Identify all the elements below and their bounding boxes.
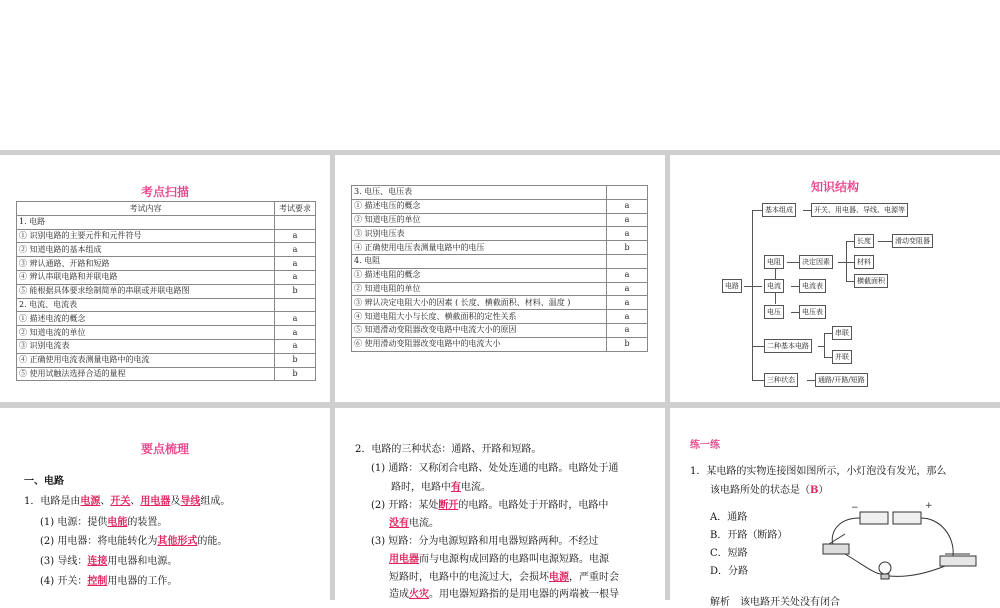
text: 及: [170, 496, 181, 507]
battery-2: [893, 512, 921, 524]
content-cell: ② 知道电流的单位: [17, 326, 275, 340]
requirement-cell: [275, 298, 316, 312]
node-series: 串联: [832, 326, 852, 340]
node-rheostat: 滑动变阻器: [892, 234, 933, 248]
content-cell: ③ 辨认决定电阻大小的因素 ( 长度、横截面积、材料、温度 ): [352, 296, 607, 310]
requirement-cell: b: [275, 353, 316, 367]
text: 。用电器短路指的是用电器的两端被一根导: [429, 589, 619, 600]
requirement-cell: [607, 254, 648, 268]
content-cell: ④ 知道电阻大小与长度、横截面积的定性关系: [352, 310, 607, 324]
slide-circuit-states: [335, 408, 665, 600]
line-2: [40, 513, 167, 528]
table-row: [17, 353, 316, 367]
node-basic: 基本组成: [762, 203, 796, 217]
content-cell: ① 识别电路的主要元件和元件符号: [17, 229, 275, 243]
answer-blank: 开关: [110, 496, 131, 507]
text: 、: [100, 496, 111, 507]
content-cell: ② 知道电路的基本组成: [17, 243, 275, 257]
content-cell: ② 知道电阻的单位: [352, 282, 607, 296]
table-row: [352, 323, 648, 337]
answer-blank: 导线: [180, 496, 201, 507]
text: 电流。: [461, 482, 491, 493]
requirement-cell: a: [607, 199, 648, 213]
table-row: [352, 268, 648, 282]
line-3: [391, 478, 491, 493]
exam-table-2: [351, 185, 648, 352]
requirement-cell: a: [607, 213, 648, 227]
option-d: D．分路: [710, 566, 749, 577]
content-cell: ④ 辨认串联电路和并联电路: [17, 270, 275, 284]
question-line-1: 1．某电路的实物连接图如图所示，小灯泡没有发光，那么: [690, 466, 947, 477]
table-row: [352, 186, 648, 200]
text: 用电器和电源。: [107, 556, 178, 567]
text: 该电路所处的状态是（: [710, 485, 810, 496]
content-cell: 4. 电阻: [352, 254, 607, 268]
text: 、: [130, 496, 141, 507]
node-current: 电流: [764, 279, 784, 293]
content-cell: ② 知道电压的单位: [352, 213, 607, 227]
option-c: C．短路: [710, 548, 748, 559]
requirement-cell: a: [275, 243, 316, 257]
line-6: (3) 短路：分为电源短路和用电器短路两种。不经过: [371, 536, 599, 547]
slide-title: 知识结构: [810, 180, 859, 194]
table-row: [352, 296, 648, 310]
requirement-cell: a: [275, 270, 316, 284]
svg-text:+: +: [925, 501, 933, 511]
text: ）: [818, 485, 829, 496]
requirement-cell: a: [275, 257, 316, 271]
text: 而与电源构成回路的电路叫电源短路。电源: [419, 554, 609, 565]
answer-blank: 用电器: [140, 496, 171, 507]
content-cell: 2. 电流、电流表: [17, 298, 275, 312]
slide-exam-scan-1: [0, 155, 330, 402]
requirement-cell: a: [275, 326, 316, 340]
requirement-cell: b: [607, 241, 648, 255]
battery-1: [860, 512, 888, 524]
table-row: [352, 227, 648, 241]
table-row: [17, 229, 316, 243]
text: 路时，电路中: [391, 482, 451, 493]
exam-table-1: [16, 201, 316, 381]
requirement-cell: a: [607, 310, 648, 324]
text: 短路时，电路中的电流过大，会损坏: [389, 572, 549, 583]
slide-exam-scan-2: [335, 155, 665, 402]
rheostat: [940, 556, 976, 566]
node-circuit: 电路: [722, 279, 742, 293]
svg-text:−: −: [851, 503, 859, 513]
line-8: [389, 568, 619, 583]
col-header-content: 考试内容: [17, 202, 275, 216]
line-5: [40, 572, 177, 587]
col-header-requirement: 考试要求: [275, 202, 316, 216]
node-ammeter: 电流表: [799, 279, 826, 293]
text: (1) 电源：提供: [40, 517, 108, 528]
table-row: [17, 215, 316, 229]
line-4: [371, 496, 608, 511]
line-7: [389, 550, 609, 565]
content-cell: ⑤ 使用试触法选择合适的量程: [17, 367, 275, 381]
text: 的能。: [197, 536, 228, 547]
line-1: [24, 492, 230, 507]
line-2: (1) 通路：又称闭合电路、处处连通的电路。电路处于通: [371, 463, 619, 474]
node-decide: 决定因素: [799, 255, 833, 269]
node-area: 横截面积: [854, 274, 888, 288]
table-row: [17, 298, 316, 312]
answer-blank: 火灾: [409, 589, 429, 600]
table-row: [17, 243, 316, 257]
table-row: [17, 270, 316, 284]
node-voltmeter: 电压表: [799, 305, 826, 319]
text: 用电器的工作。: [107, 576, 178, 587]
content-cell: ④ 正确使用电压表测量电路中的电压: [352, 241, 607, 255]
answer-blank: 用电器: [389, 554, 419, 565]
node-two-basic: 二种基本电路: [764, 339, 812, 353]
analysis-line: 解析 该电路开关处没有闭合: [710, 597, 840, 608]
content-cell: 3. 电压、电压表: [352, 186, 607, 200]
table-row: [352, 337, 648, 351]
text: 的装置。: [127, 517, 168, 528]
requirement-cell: [607, 186, 648, 200]
table-row: [17, 257, 316, 271]
content-cell: 1. 电路: [17, 215, 275, 229]
answer-blank: 电源: [549, 572, 569, 583]
text: 造成: [389, 589, 409, 600]
answer-blank: 电能: [107, 517, 128, 528]
slide-title: 练一练: [690, 440, 720, 451]
text: (2) 用电器：将电能转化为: [40, 536, 158, 547]
requirement-cell: a: [607, 296, 648, 310]
text: (2) 开路：某处: [371, 500, 439, 511]
slide-title: 要点梳理: [140, 442, 189, 456]
slide-key-points: [0, 408, 330, 600]
circuit-diagram: [815, 496, 985, 586]
content-cell: ③ 识别电流表: [17, 339, 275, 353]
question-line-2: [710, 481, 828, 496]
node-states: 通路/开路/短路: [815, 373, 868, 387]
content-cell: ⑤ 知道滑动变阻器改变电路中电流大小的原因: [352, 323, 607, 337]
table-row: [17, 284, 316, 298]
text: ，严重时会: [569, 572, 619, 583]
requirement-cell: a: [275, 339, 316, 353]
option-b: B．开路（断路）: [710, 530, 788, 541]
answer-blank: 连接: [87, 556, 108, 567]
slide-knowledge-structure: [670, 155, 1000, 402]
requirement-cell: a: [607, 282, 648, 296]
lamp-bulb: [879, 562, 891, 574]
answer-blank: 没有: [389, 518, 409, 529]
text: 1．电路是由: [24, 496, 81, 507]
table-row: [352, 213, 648, 227]
requirement-cell: a: [607, 227, 648, 241]
requirement-cell: b: [275, 284, 316, 298]
content-cell: ① 描述电压的概念: [352, 199, 607, 213]
line-5: [389, 514, 439, 529]
table-row: [17, 326, 316, 340]
requirement-cell: b: [275, 367, 316, 381]
content-cell: ① 描述电阻的概念: [352, 268, 607, 282]
slide-title: 考点扫描: [140, 185, 189, 199]
requirement-cell: a: [607, 323, 648, 337]
node-material: 材料: [854, 255, 874, 269]
table-row: [17, 339, 316, 353]
content-cell: ⑤ 能根据具体要求绘制简单的串联或并联电路图: [17, 284, 275, 298]
text: 组成。: [200, 496, 231, 507]
table-row: [352, 282, 648, 296]
requirement-cell: [275, 215, 316, 229]
answer-blank: 电源: [80, 496, 101, 507]
answer-blank: 断开: [438, 500, 459, 511]
table-row: [352, 241, 648, 255]
table-row: [352, 199, 648, 213]
answer-blank: 其他形式: [157, 536, 198, 547]
content-cell: ⑥ 使用滑动变阻器改变电路中的电流大小: [352, 337, 607, 351]
node-resistance: 电阻: [764, 255, 784, 269]
requirement-cell: a: [275, 312, 316, 326]
table-row: [352, 310, 648, 324]
node-parallel: 并联: [832, 350, 852, 364]
node-length: 长度: [854, 234, 874, 248]
line-4: [40, 552, 177, 567]
answer-blank: 控制: [87, 576, 108, 587]
requirement-cell: a: [607, 268, 648, 282]
section-heading: 一、电路: [24, 476, 64, 487]
line-1: 2．电路的三种状态：通路、开路和短路。: [355, 444, 542, 455]
table-row: [17, 367, 316, 381]
line-3: [40, 532, 227, 547]
answer: B: [810, 485, 819, 496]
text: (4) 开关：: [40, 576, 88, 587]
content-cell: ① 描述电流的概念: [17, 312, 275, 326]
text: (3) 导线：: [40, 556, 88, 567]
node-three-states: 三种状态: [764, 373, 798, 387]
content-cell: ③ 识别电压表: [352, 227, 607, 241]
node-voltage: 电压: [764, 305, 784, 319]
table-row: [17, 312, 316, 326]
node-basic-items: 开关、用电器、导线、电源等: [811, 203, 908, 217]
switch-base: [823, 544, 849, 554]
requirement-cell: b: [607, 337, 648, 351]
line-9: [389, 585, 619, 600]
text: 的电路。电路处于开路时，电路中: [458, 500, 609, 511]
text: 电流。: [409, 518, 439, 529]
requirement-cell: a: [275, 229, 316, 243]
slide-practice: [670, 408, 1000, 608]
option-a: A．通路: [710, 512, 748, 523]
table-row: [352, 254, 648, 268]
content-cell: ④ 正确使用电流表测量电路中的电流: [17, 353, 275, 367]
content-cell: ③ 辨认通路、开路和短路: [17, 257, 275, 271]
answer-blank: 有: [451, 482, 461, 493]
knowledge-tree: [670, 155, 1000, 402]
